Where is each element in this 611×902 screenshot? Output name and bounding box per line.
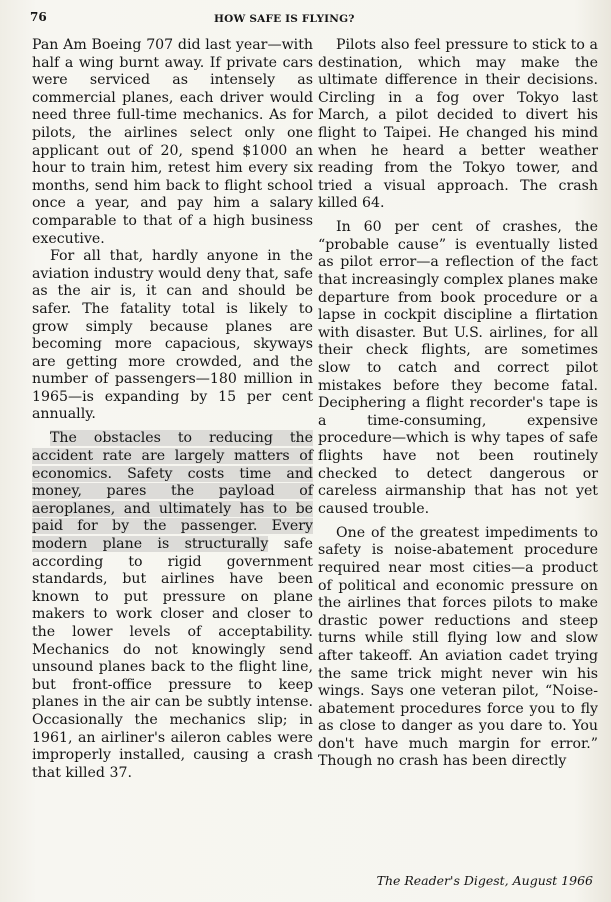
page-number: 76 [30, 10, 47, 24]
paragraph-text: Pan Am Boeing 707 did last year—with half a wing burnt away. If private cars were serviced as intensely as commercial planes, each driver would need three full-time mechanics. As for pilots, the airlines select only one applicant out of 20, spend $1000 an hour to train him, retest him every six months, send him back to flight school once a year, and pay him a salary comparable to that of a high business executive. [32, 37, 313, 247]
running-head: HOW SAFE IS FLYING? [214, 13, 355, 25]
publication-footer: The Reader's Digest, August 1966 [376, 873, 593, 888]
paragraph [318, 219, 598, 518]
highlighted-text: The obstacles to reducing the accident rate are largely matters of economics. Safety costs time and money, pares the payload of aeroplanes, and ultimately has to be paid for by the passenger. Every modern plane is structurally [32, 430, 313, 552]
paragraph [318, 37, 598, 213]
right-column [318, 37, 598, 771]
paragraph [32, 248, 313, 424]
paragraph [32, 37, 313, 248]
paragraph-text: For all that, hardly anyone in the aviation industry would deny that, safe as the air is, it can and should be safer. The fatality total is likely to grow simply because planes are becoming more capacious, skyways are getting more crowded, and the number of passengers—180 million in 1965—is expanding by 15 per cent annually. [32, 248, 313, 423]
paragraph [318, 525, 598, 771]
paragraph-text: In 60 per cent of crashes, the “probable cause” is eventually listed as pilot error—a reflection of the fact that increasingly complex planes make departure from book procedure or a lapse in cockpit discipline a flirtation with disaster. But U.S. airlines, for all their check flights, are sometimes slow to catch and correct pilot mistakes before they become fatal. Deciphering a flight recorder's tape is a time-consuming, expensive procedure—which is why tapes of safe flights have not been routinely checked to detect dangerous or careless airmanship that has not yet caused trouble. [318, 219, 598, 517]
paragraph [32, 430, 313, 782]
paragraph-text: Pilots also feel pressure to stick to a destination, which may make the ultimate difference in their decisions. Circling in a fog over Tokyo last March, a pilot decided to divert his flight to Taipei. He changed his mind when he heard a better weather reading from the Tokyo tower, and tried a visual approach. The crash killed 64. [318, 37, 598, 212]
paragraph-text: safe according to rigid government standards, but airlines have been known to put pressure on plane makers to work closer and closer to the lower levels of acceptability. Mechanics do not knowingly send unsound planes back to the flight line, but front-office pressure to keep planes in the air can be subtly intense. Occasionally the mechanics slip; in 1961, an airliner's aileron cables were improperly installed, causing a crash that killed 37. [32, 535, 313, 781]
paragraph-text: One of the greatest impediments to safety is noise-abatement procedure required near most cities—a product of political and economic pressure on the airlines that forces pilots to make drastic power reductions and steep turns while still flying low and slow after takeoff. An aviation cadet trying the same trick might never win his wings. Says one veteran pilot, “Noise-abatement procedures force you to fly as close to danger as you dare to. You don't have much margin for error.” Though no crash has been directly [318, 524, 598, 770]
left-column [32, 37, 313, 782]
